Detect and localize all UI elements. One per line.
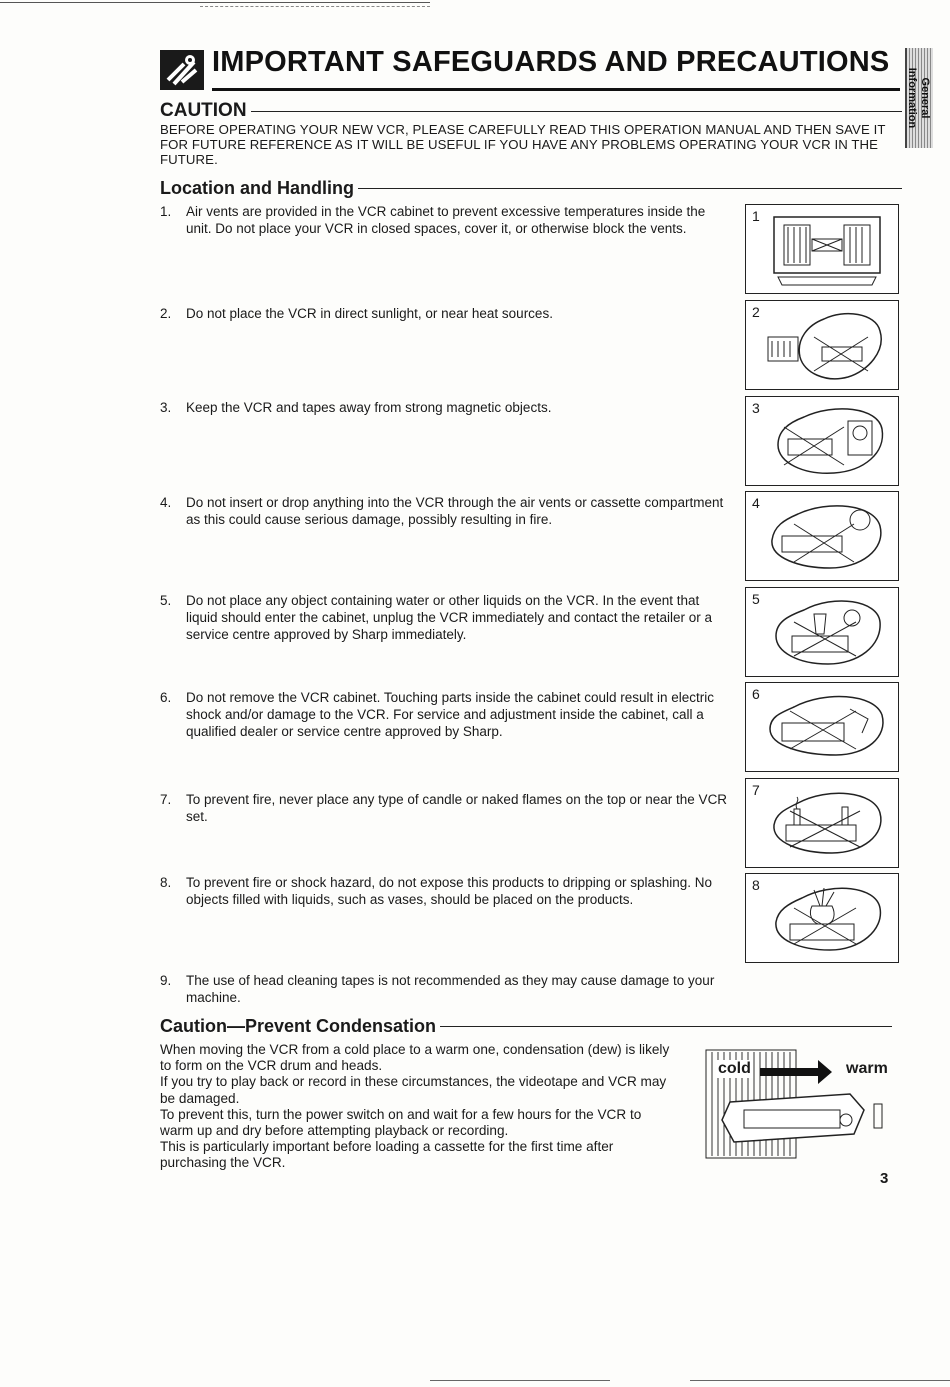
condensation-line: To prevent this, turn the power switch on and wait for a few hours for the VCR to warm up and dry before attempting playback or recording. [160, 1106, 642, 1139]
illustration-7 [745, 778, 899, 868]
page-header [160, 44, 900, 96]
page-title: IMPORTANT SAFEGUARDS AND PRECAUTIONS [212, 46, 890, 78]
condensation-text [160, 1042, 670, 1172]
condensation-line: This is particularly important before loading a cassette for the first time after purchasing the VCR. [160, 1139, 614, 1171]
warm-label: warm [846, 1060, 888, 1077]
heading-rule [440, 1026, 892, 1027]
section-side-tab [905, 48, 933, 148]
vase-on-vcr-drawing [764, 880, 890, 958]
item-text: To prevent fire, never place any type of candle or naked flames on the top or near the VCR set. [186, 792, 728, 824]
figure-number: 2 [752, 304, 760, 320]
cold-label: cold [718, 1060, 751, 1077]
item-number: 8. [160, 875, 172, 890]
item-number: 4. [160, 495, 172, 510]
vcr-near-heater-drawing [764, 307, 890, 385]
item-number: 7. [160, 792, 172, 807]
figure-number: 5 [752, 591, 760, 607]
condensation-line: If you try to play back or record in these circumstances, the videotape and VCR may be damaged. [160, 1074, 667, 1106]
figure-number: 3 [752, 400, 760, 416]
illustration-1 [745, 204, 899, 294]
item-number: 1. [160, 204, 172, 219]
top-edge-line [0, 2, 430, 3]
item-text: Do not insert or drop anything into the VCR through the air vents or cassette compartment as this could cause serious damage, possibly resulting in fire. [186, 495, 724, 527]
illustration-4 [745, 491, 899, 581]
condensation-illustration [700, 1044, 900, 1164]
item-text: The use of head cleaning tapes is not recommended as they may cause damage to your machine. [186, 973, 715, 1005]
item-text: Do not place the VCR in direct sunlight, or near heat sources. [186, 306, 553, 321]
top-edge-dashed-line [200, 6, 430, 7]
item-text: Do not remove the VCR cabinet. Touching parts inside the cabinet could result in electric shock and/or damage to the VCR. For service and adjustment inside the cabinet, call a qualified dealer or service centre approved by Sharp. [186, 690, 715, 739]
item-text: To prevent fire or shock hazard, do not expose this products to dripping or splashing. No objects filled with liquids, such as vases, should be placed on the products. [186, 875, 713, 907]
caution-heading-text: CAUTION [160, 100, 247, 121]
object-in-vcr-drawing [764, 498, 890, 576]
figure-number: 8 [752, 877, 760, 893]
item-text: Air vents are provided in the VCR cabinet to prevent excessive temperatures inside the unit. Do not place your VCR in closed spaces, cover it, or otherwise block the vents. [186, 204, 706, 236]
item-text: Do not place any object containing water or other liquids on the VCR. In the event that liquid should enter the cabinet, unplug the VCR immediately and contact the retailer or a service centre approved by Sharp immediately. [186, 593, 713, 642]
figure-number: 7 [752, 782, 760, 798]
removing-cabinet-drawing [764, 689, 890, 767]
vcr-near-magnet-drawing [764, 403, 890, 481]
caution-heading [160, 100, 902, 122]
item-number: 3. [160, 400, 172, 415]
illustration-3 [745, 396, 899, 486]
caution-text: BEFORE OPERATING YOUR NEW VCR, PLEASE CAREFULLY READ THIS OPERATION MANUAL AND THEN SAVE IT FOR FUTURE REFERENCE AS IT WILL BE USEFUL IF YOU HAVE ANY PROBLEMS OPERATING YOUR VCR IN THE FUTURE. [160, 122, 886, 167]
vcr-in-cabinet-drawing [764, 211, 890, 289]
figure-number: 4 [752, 495, 760, 511]
item-number: 6. [160, 690, 172, 705]
bottom-edge-line [430, 1380, 610, 1381]
item-text: Keep the VCR and tapes away from strong magnetic objects. [186, 400, 552, 415]
illustration-5 [745, 587, 899, 677]
heading-rule [251, 111, 902, 112]
figure-number: 1 [752, 208, 760, 224]
title-underline [212, 88, 900, 91]
item-number: 5. [160, 593, 172, 608]
illustration-8 [745, 873, 899, 963]
page-number: 3 [880, 1170, 889, 1187]
figure-number: 6 [752, 686, 760, 702]
location-heading-text: Location and Handling [160, 178, 354, 198]
condensation-heading [160, 1016, 892, 1037]
side-tab-label: General Information [906, 67, 931, 129]
bottom-edge-line [690, 1380, 950, 1381]
condensation-line: When moving the VCR from a cold place to a warm one, condensation (dew) is likely to form on the VCR drum and heads. [160, 1042, 670, 1074]
candle-on-vcr-drawing [764, 785, 890, 863]
condensation-heading-text: Caution—Prevent Condensation [160, 1016, 437, 1036]
item-number: 2. [160, 306, 172, 321]
location-handling-heading [160, 178, 902, 199]
illustration-2 [745, 300, 899, 390]
tools-icon [160, 50, 204, 90]
item-number: 9. [160, 973, 172, 988]
liquid-on-vcr-drawing [764, 594, 890, 672]
heading-rule [358, 188, 902, 189]
illustration-6 [745, 682, 899, 772]
